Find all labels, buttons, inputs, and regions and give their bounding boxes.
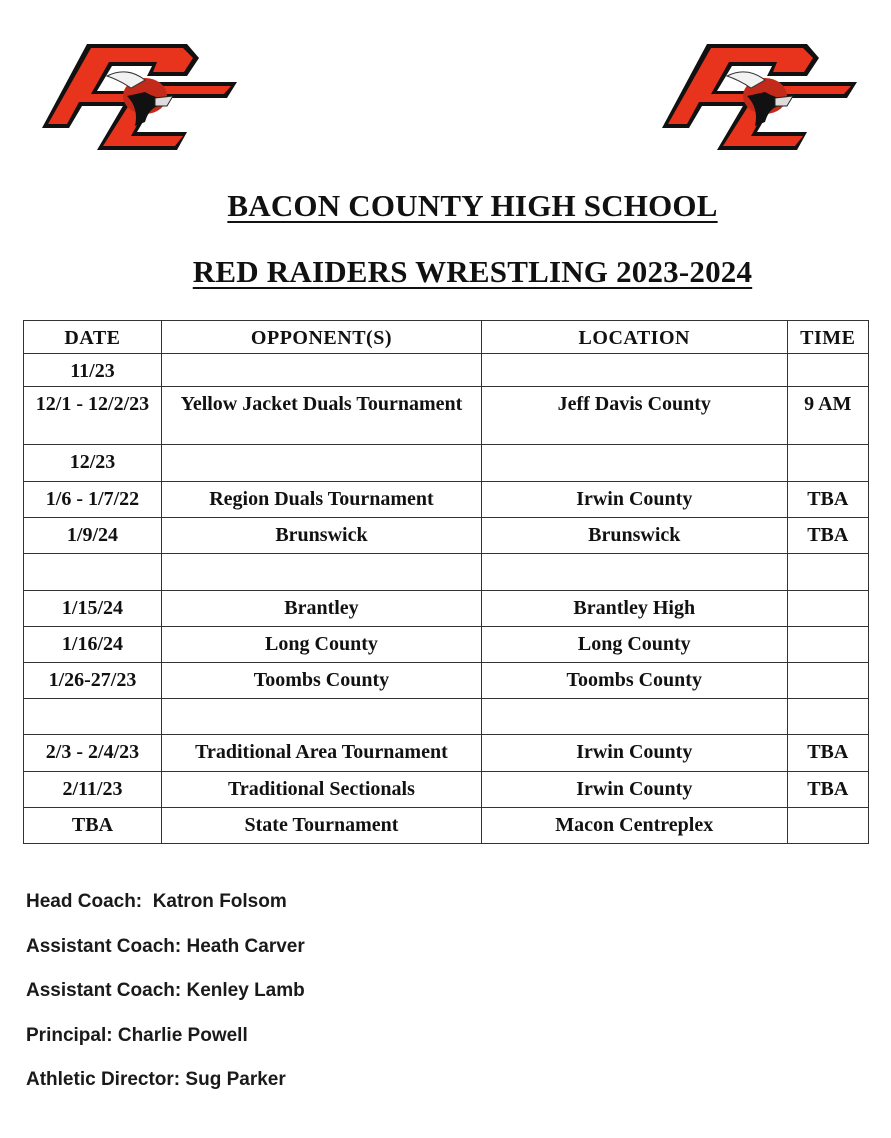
- cell-date: 12/1 - 12/2/23: [24, 387, 162, 445]
- cell-location: [481, 445, 787, 482]
- cell-time: TBA: [787, 735, 868, 772]
- cell-opponent: Brantley: [161, 591, 481, 627]
- table-header-row: [24, 321, 869, 354]
- season-title: RED RAIDERS WRESTLING 2023-2024: [192, 254, 753, 289]
- school-title: BACON COUNTY HIGH SCHOOL: [227, 188, 718, 223]
- cell-time: 9 AM: [787, 387, 868, 445]
- table-row: [24, 591, 869, 627]
- cell-location: Irwin County: [481, 482, 787, 518]
- cell-location: Long County: [481, 627, 787, 663]
- column-header-date: DATE: [24, 321, 162, 354]
- cell-date: 11/23: [24, 354, 162, 387]
- table-row: [24, 772, 869, 808]
- cell-date: 1/9/24: [24, 518, 162, 554]
- table-row: [24, 482, 869, 518]
- cell-date: 2/3 - 2/4/23: [24, 735, 162, 772]
- schedule-table: [23, 320, 869, 844]
- cell-date: 12/23: [24, 445, 162, 482]
- cell-time: [787, 699, 868, 735]
- cell-date: 1/16/24: [24, 627, 162, 663]
- cell-date: 1/6 - 1/7/22: [24, 482, 162, 518]
- table-row: [24, 735, 869, 772]
- cell-time: TBA: [787, 518, 868, 554]
- table-row: [24, 663, 869, 699]
- cell-location: Toombs County: [481, 663, 787, 699]
- cell-location: Macon Centreplex: [481, 808, 787, 844]
- cell-opponent: [161, 699, 481, 735]
- bc-logo-right: [647, 36, 862, 156]
- cell-location: Irwin County: [481, 735, 787, 772]
- cell-date: [24, 699, 162, 735]
- table-row: [24, 354, 869, 387]
- cell-time: [787, 554, 868, 591]
- cell-location: Brantley High: [481, 591, 787, 627]
- cell-location: [481, 354, 787, 387]
- cell-opponent: Traditional Area Tournament: [161, 735, 481, 772]
- cell-time: [787, 591, 868, 627]
- cell-location: Jeff Davis County: [481, 387, 787, 445]
- cell-time: [787, 354, 868, 387]
- cell-location: [481, 554, 787, 591]
- cell-time: [787, 627, 868, 663]
- staff-principal: Principal: Charlie Powell: [26, 1024, 248, 1046]
- table-row: [24, 699, 869, 735]
- table-row: [24, 518, 869, 554]
- cell-opponent: Yellow Jacket Duals Tournament: [161, 387, 481, 445]
- cell-time: TBA: [787, 482, 868, 518]
- staff-athletic-director: Athletic Director: Sug Parker: [26, 1069, 286, 1090]
- table-row: [24, 627, 869, 663]
- cell-opponent: Region Duals Tournament: [161, 482, 481, 518]
- staff-list: [26, 890, 305, 1113]
- table-row: [24, 445, 869, 482]
- table-row: [24, 554, 869, 591]
- cell-time: [787, 445, 868, 482]
- table-row: [24, 387, 869, 445]
- cell-opponent: Long County: [161, 627, 481, 663]
- cell-opponent: [161, 554, 481, 591]
- bc-logo-icon: [662, 44, 857, 150]
- cell-time: TBA: [787, 772, 868, 808]
- cell-opponent: Brunswick: [161, 518, 481, 554]
- cell-date: 1/26-27/23: [24, 663, 162, 699]
- cell-opponent: [161, 445, 481, 482]
- staff-assistant-coach-1: Assistant Coach: Heath Carver: [26, 935, 305, 957]
- staff-assistant-coach-2: Assistant Coach: Kenley Lamb: [26, 980, 305, 1001]
- cell-location: Brunswick: [481, 518, 787, 554]
- column-header-location: LOCATION: [481, 321, 787, 354]
- bc-logo-left: [27, 36, 242, 156]
- column-header-time: TIME: [787, 321, 868, 354]
- column-header-opponent: OPPONENT(S): [161, 321, 481, 354]
- bc-logo-icon: [42, 44, 237, 150]
- cell-opponent: Toombs County: [161, 663, 481, 699]
- cell-date: 2/11/23: [24, 772, 162, 808]
- table-row: [24, 808, 869, 844]
- cell-location: Irwin County: [481, 772, 787, 808]
- cell-date: 1/15/24: [24, 591, 162, 627]
- cell-time: [787, 663, 868, 699]
- cell-opponent: State Tournament: [161, 808, 481, 844]
- cell-date: TBA: [24, 808, 162, 844]
- cell-location: [481, 699, 787, 735]
- cell-opponent: Traditional Sectionals: [161, 772, 481, 808]
- staff-head-coach: Head Coach: Katron Folsom: [26, 891, 287, 912]
- cell-date: [24, 554, 162, 591]
- cell-opponent: [161, 354, 481, 387]
- cell-time: [787, 808, 868, 844]
